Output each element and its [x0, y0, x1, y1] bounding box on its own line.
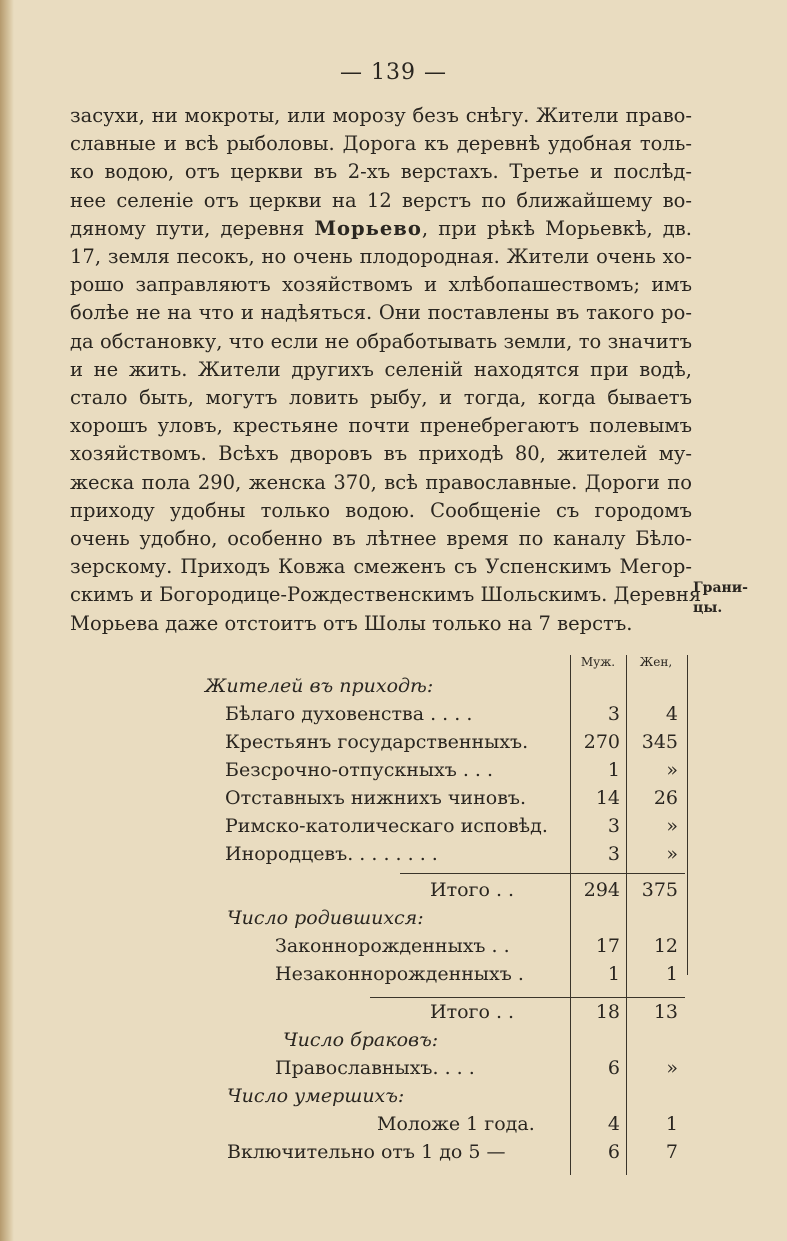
- female-value: 1: [665, 963, 678, 985]
- text-line: ко водою, отъ церкви въ 2-хъ верстахъ. Третье и послѣд-: [70, 160, 692, 184]
- page-edge: [0, 0, 14, 1241]
- row-label: Отставныхъ нижнихъ чиновъ.: [225, 787, 527, 809]
- text-line: славные и всѣ рыболовы. Дорога къ деревнѣ удобная толь-: [70, 132, 692, 156]
- female-value: 7: [665, 1141, 678, 1163]
- male-total: 294: [583, 879, 620, 901]
- male-value: 1: [607, 759, 620, 781]
- table-row: [205, 1057, 685, 1087]
- female-total: 375: [641, 879, 678, 901]
- male-value: 270: [583, 731, 620, 753]
- male-value: 6: [607, 1141, 620, 1163]
- text-line: нее селенiе отъ церкви на 12 верстъ по ближайшему во-: [70, 188, 692, 212]
- table-row: [205, 935, 685, 965]
- row-label: Безсрочно-отпускныхъ . . .: [225, 759, 494, 781]
- total-row: [205, 1001, 685, 1031]
- text-line: да обстановку, что если не обработывать земли, то значитъ: [70, 329, 692, 353]
- table-row: [205, 703, 685, 733]
- female-value: 26: [653, 787, 678, 809]
- text-line: зерскому. Приходъ Ковжа смеженъ съ Успенскимъ Мегор-: [70, 555, 692, 579]
- male-value: 6: [607, 1057, 620, 1079]
- text-line: скимъ и Богородице-Рождественскимъ Шольскимъ. Деревня: [70, 583, 702, 607]
- row-label: Инородцевъ. . . . . . . .: [225, 843, 438, 865]
- text-line: жеска пола 290, женска 370, всѣ православные. Дороги по: [70, 470, 692, 494]
- text-line: и не жить. Жители другихъ селенiй находятся при водѣ,: [70, 357, 692, 381]
- total-row: [205, 879, 685, 909]
- male-value: 1: [607, 963, 620, 985]
- text-line: очень удобно, особенно въ лѣтнее время по каналу Бѣло-: [70, 527, 692, 551]
- table-row: [205, 1141, 685, 1171]
- row-label: Незаконнорожденныхъ .: [275, 963, 524, 985]
- text-line: хозяйствомъ. Всѣхъ дворовъ въ приходѣ 80, жителей му-: [70, 442, 692, 466]
- text-line: приходу удобны только водою. Сообщенiе съ городомъ: [70, 498, 692, 522]
- male-total: 18: [595, 1001, 620, 1023]
- table-row: [205, 759, 685, 789]
- row-label: Бѣлаго духовенства . . . .: [225, 703, 473, 725]
- male-value: 3: [607, 843, 620, 865]
- male-value: 17: [595, 935, 620, 957]
- row-label: Законнорожденныхъ . .: [275, 935, 510, 957]
- row-label: Крестьянъ государственныхъ.: [225, 731, 529, 753]
- female-value: »: [666, 1057, 678, 1079]
- female-value: 1: [665, 1113, 678, 1135]
- column-header-female: Жен,: [639, 655, 673, 669]
- text-line-village: [70, 215, 692, 243]
- row-label: Римско-католическаго исповѣд.: [225, 815, 548, 837]
- text-line: хорошъ уловъ, крестьяне почти пренебрегаютъ полевымъ: [70, 414, 692, 438]
- total-rule: [400, 873, 685, 874]
- total-rule: [370, 997, 685, 998]
- text-line: рошо заправляютъ хозяйствомъ и хлѣбопашествомъ; имъ: [70, 273, 692, 297]
- male-value: 3: [607, 815, 620, 837]
- margin-note: Грани-цы.: [693, 580, 748, 616]
- row-label: Православныхъ. . . .: [275, 1057, 475, 1079]
- female-value: »: [666, 815, 678, 837]
- male-value: 4: [607, 1113, 620, 1135]
- table-row: [205, 731, 685, 761]
- page-number: — 139 —: [340, 60, 447, 85]
- female-value: »: [666, 843, 678, 865]
- text-line: Морьева даже отстоитъ отъ Шолы только на 7 верстъ.: [70, 611, 633, 635]
- text-line: болѣе не на что и надѣяться. Они поставлены въ такого ро-: [70, 301, 692, 325]
- male-value: 14: [595, 787, 620, 809]
- male-value: 3: [607, 703, 620, 725]
- female-total: 13: [653, 1001, 678, 1023]
- table-row: [205, 787, 685, 817]
- female-value: 4: [665, 703, 678, 725]
- female-value: 345: [641, 731, 678, 753]
- text-line: засухи, ни мокроты, или морозу безъ снѣгу. Жители право-: [70, 104, 692, 127]
- row-label: Моложе 1 года.: [377, 1113, 535, 1135]
- table-row: [205, 843, 685, 873]
- text-fragment: дяному пути, деревня: [70, 216, 315, 240]
- text-line: 17, земля песокъ, но очень плодородная. Жители очень хо-: [70, 245, 692, 269]
- table-row: [205, 815, 685, 845]
- text-fragment: , при рѣкѣ Морьевкѣ, дв.: [421, 216, 692, 240]
- statistics-table: Муж. Жен, Жителей въ приходѣ: Бѣлаго духовенства . . . . 3 4 Крестьянъ государственныхъ. 270 345 Безсрочно-отпускныхъ . . . 1 » Отставныхъ нижнихъ чиновъ. 14 26 Римско-католическаго исповѣд. 3 » Инородцевъ. . . . . . . . 3 » Итого . . 294 375 Число родившихся: Законнорожденныхъ . . 17 12 Незаконнорожденныхъ . 1 1 Итого . . 18 13 Число браковъ: Православныхъ. . . . 6 » Число умершихъ: Моложе 1 года. 4 1 Включительно отъ 1 до 5 — 6 7: [205, 655, 695, 1175]
- column-header-male: Муж.: [580, 655, 616, 669]
- text-line: стало быть, могутъ ловить рыбу, и тогда, когда бываетъ: [70, 386, 692, 410]
- column-rule: [687, 655, 688, 975]
- village-name: Морьево: [314, 216, 422, 240]
- body-text: [70, 102, 702, 638]
- table-row: [205, 963, 685, 993]
- row-label: Включительно отъ 1 до 5 —: [227, 1141, 506, 1163]
- female-value: 12: [653, 935, 678, 957]
- table-row: [205, 1113, 685, 1143]
- total-label: Итого . .: [430, 1001, 515, 1023]
- female-value: »: [666, 759, 678, 781]
- total-label: Итого . .: [430, 879, 515, 901]
